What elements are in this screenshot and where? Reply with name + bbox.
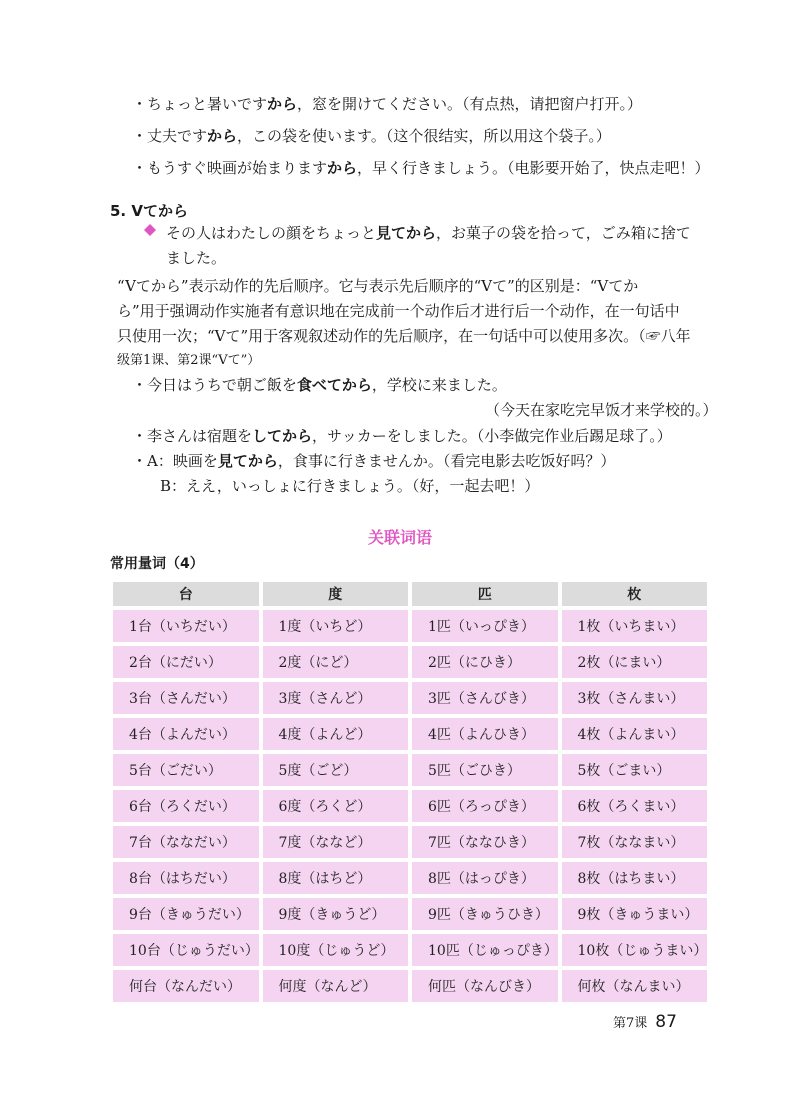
table-cell: 9枚（きゅうまい） — [562, 898, 708, 930]
related-words-title: 关联词语 — [367, 528, 432, 547]
table-cell: 8枚（はちまい） — [562, 862, 708, 894]
table-row — [113, 970, 707, 1002]
table-row — [113, 790, 707, 822]
explanation-line: 只使用一次；“Vて”用于客观叙述动作的先后顺序，在一句话中可以使用多次。（☞八年 — [117, 327, 691, 345]
table-cell: 10度（じゅうど） — [263, 934, 409, 966]
page-footer — [613, 1012, 677, 1032]
table-cell: 5度（ごど） — [263, 754, 409, 786]
main-sentence-cont: ました。 — [166, 249, 227, 267]
table-row — [113, 682, 707, 714]
table-cell: 9匹（きゅうひき） — [412, 898, 558, 930]
table-cell: 2枚（にまい） — [562, 646, 708, 678]
explanation-line: ら”用于强调动作实施者有意识地在完成前一个动作后才进行后一个动作，在一句话中 — [117, 302, 680, 320]
table-cell: 何匹（なんびき） — [412, 970, 558, 1002]
table-row — [113, 826, 707, 858]
table-cell: 3台（さんだい） — [113, 682, 259, 714]
example-translation: （今天在家吃完早饭才来学校的。） — [485, 401, 718, 419]
table-header: 枚 — [562, 582, 708, 606]
dialog-line-b: B：ええ，いっしょに行きましょう。（好，一起去吧！） — [160, 477, 540, 495]
table-cell: 7台（ななだい） — [113, 826, 259, 858]
table-cell: 7度（ななど） — [263, 826, 409, 858]
table-row — [113, 718, 707, 750]
table-cell: 10枚（じゅうまい） — [562, 934, 708, 966]
table-header: 度 — [263, 582, 409, 606]
table-cell: 1匹（いっぴき） — [412, 610, 558, 642]
table-row — [113, 934, 707, 966]
table-cell: 何枚（なんまい） — [562, 970, 708, 1002]
section-heading: 5. Vてから — [110, 202, 188, 220]
table-row — [113, 754, 707, 786]
table-cell: 10台（じゅうだい） — [113, 934, 259, 966]
example-sentence: ・今日はうちで朝ご飯を食べてから，学校に来ました。 — [132, 376, 507, 394]
table-cell: 2匹（にひき） — [412, 646, 558, 678]
table-cell: 5枚（ごまい） — [562, 754, 708, 786]
table-cell: 8匹（はっぴき） — [412, 862, 558, 894]
explanation-line: “Vてから”表示动作的先后顺序。它与表示先后顺序的“Vて”的区别是：“Vてか — [117, 277, 639, 295]
lesson-label: 第7课 — [613, 1016, 648, 1031]
example-sentence: ・丈夫ですから，この袋を使います。（这个很结实，所以用这个袋子。） — [132, 127, 611, 145]
diamond-bullet-icon — [144, 224, 156, 236]
table-header: 台 — [113, 582, 259, 606]
table-cell: 6台（ろくだい） — [113, 790, 259, 822]
table-header: 匹 — [412, 582, 558, 606]
table-cell: 8台（はちだい） — [113, 862, 259, 894]
table-row — [113, 898, 707, 930]
table-row — [113, 610, 707, 642]
table-cell: 4度（よんど） — [263, 718, 409, 750]
table-cell: 1枚（いちまい） — [562, 610, 708, 642]
table-cell: 3枚（さんまい） — [562, 682, 708, 714]
table-row — [113, 646, 707, 678]
table-cell: 9台（きゅうだい） — [113, 898, 259, 930]
example-sentence: ・李さんは宿題をしてから，サッカーをしました。（小李做完作业后踢足球了。） — [132, 427, 672, 445]
table-cell: 9度（きゅうど） — [263, 898, 409, 930]
table-cell: 4匹（よんひき） — [412, 718, 558, 750]
table-row — [113, 862, 707, 894]
counter-table — [109, 578, 711, 1006]
related-words-subtitle: 常用量词（4） — [110, 556, 204, 572]
explanation-line: 级第1课、第2课“Vて”） — [117, 353, 261, 368]
table-cell: 1度（いちど） — [263, 610, 409, 642]
table-cell: 7匹（ななひき） — [412, 826, 558, 858]
table-cell: 3匹（さんびき） — [412, 682, 558, 714]
main-sentence: その人はわたしの顔をちょっと見てから，お菓子の袋を拾って，ごみ箱に捨て — [166, 224, 691, 242]
table-cell: 10匹（じゅっぴき） — [412, 934, 558, 966]
example-sentence: ・ちょっと暑いですから，窓を開けてください。（有点热，请把窗户打开。） — [132, 95, 643, 113]
table-cell: 7枚（ななまい） — [562, 826, 708, 858]
table-cell: 8度（はちど） — [263, 862, 409, 894]
table-cell: 2台（にだい） — [113, 646, 259, 678]
table-cell: 3度（さんど） — [263, 682, 409, 714]
table-cell: 6枚（ろくまい） — [562, 790, 708, 822]
table-header-row — [113, 582, 707, 606]
table-cell: 4台（よんだい） — [113, 718, 259, 750]
table-cell: 5台（ごだい） — [113, 754, 259, 786]
table-cell: 6匹（ろっぴき） — [412, 790, 558, 822]
table-cell: 6度（ろくど） — [263, 790, 409, 822]
example-sentence: ・もうすぐ映画が始まりますから，早く行きましょう。（电影要开始了，快点走吧！） — [132, 159, 710, 177]
page-number: 87 — [655, 1012, 677, 1032]
table-cell: 何台（なんだい） — [113, 970, 259, 1002]
table-cell: 5匹（ごひき） — [412, 754, 558, 786]
table-cell: 何度（なんど） — [263, 970, 409, 1002]
table-cell: 1台（いちだい） — [113, 610, 259, 642]
table-cell: 4枚（よんまい） — [562, 718, 708, 750]
table-cell: 2度（にど） — [263, 646, 409, 678]
dialog-line-a: ・A：映画を見てから，食事に行きませんか。（看完电影去吃饭好吗？） — [132, 452, 616, 470]
